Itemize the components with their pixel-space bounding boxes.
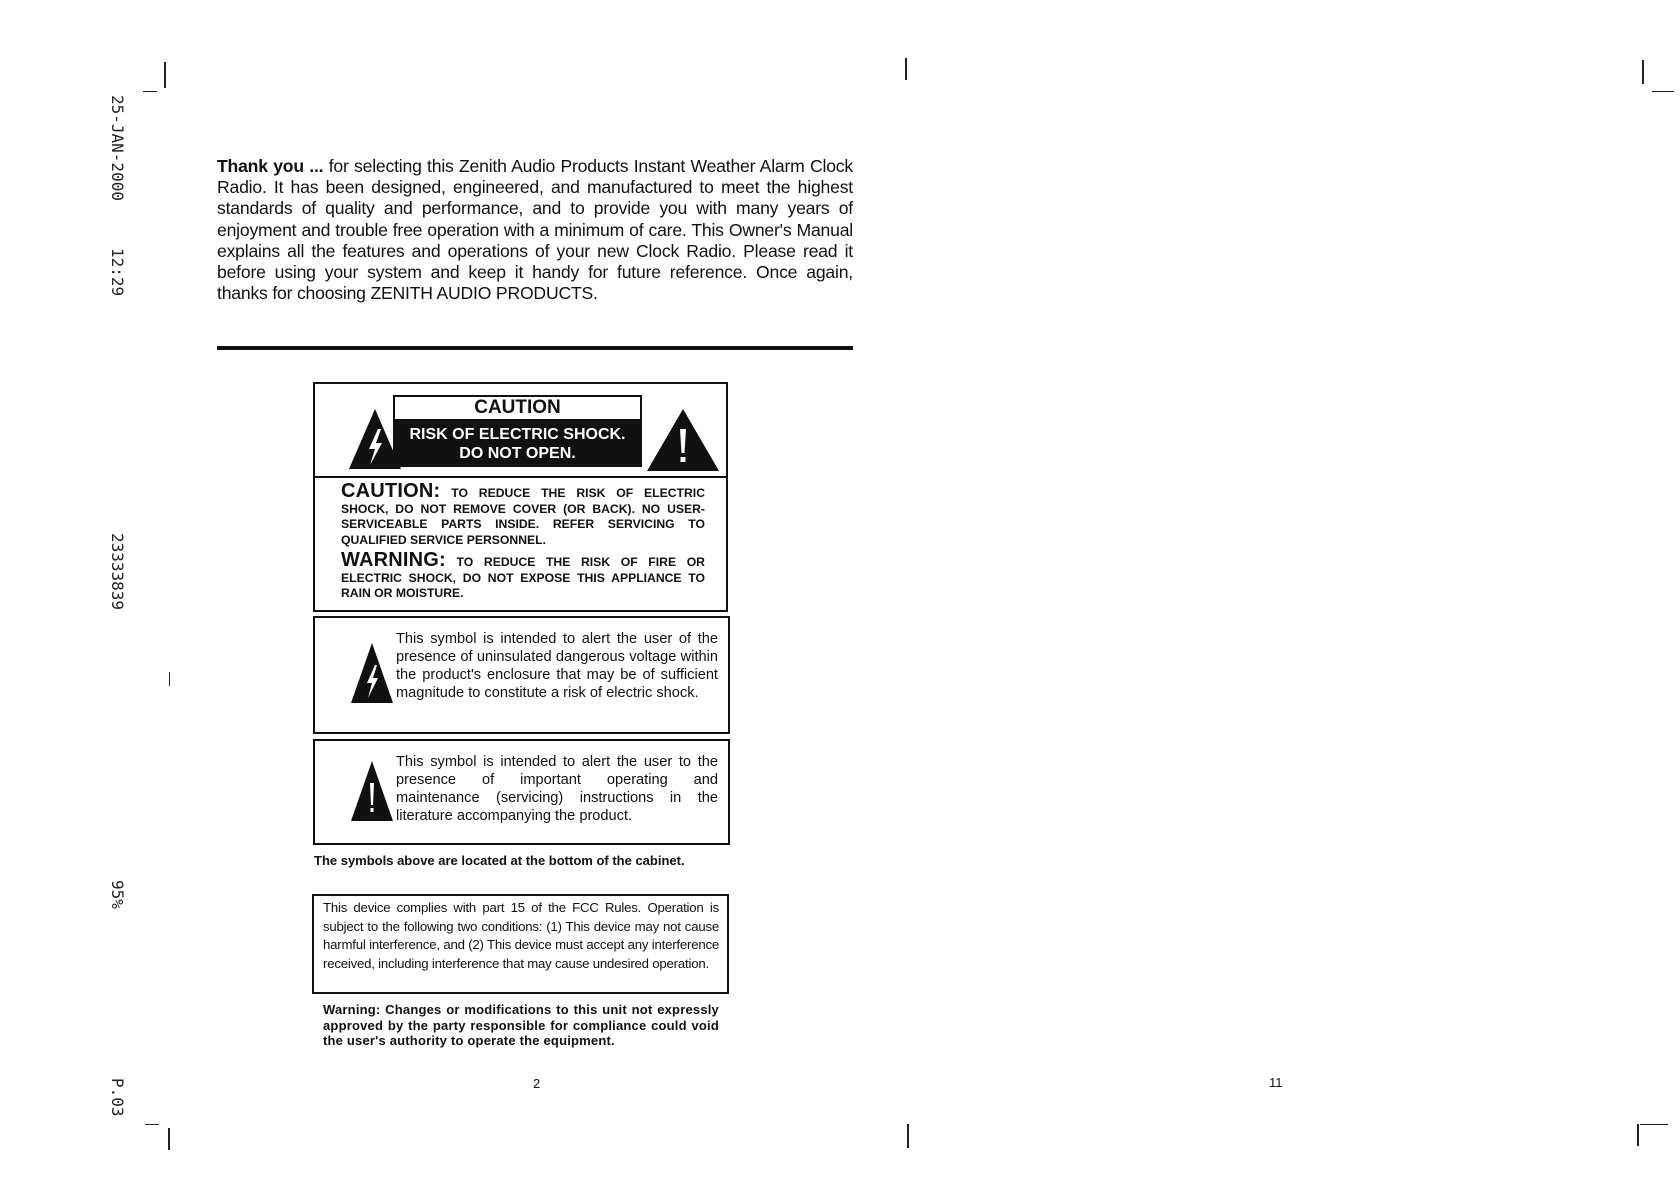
lightning-symbol-box <box>313 616 730 734</box>
crop-mark <box>164 62 166 88</box>
caution-body: TO REDUCE THE RISK OF ELECTRIC SHOCK, DO NOT REMOVE COVER (OR BACK). NO USER-SERVICEABLE PARTS INSIDE. REFER SERVICING TO QUALIFIED SERVICE PERSONNEL. <box>341 486 705 547</box>
fcc-text: This device complies with part 15 of the FCC Rules. Operation is subject to the following two conditions: (1) This device may not cause harmful interference, and (2) This device must accept any interference received, including interference that may cause undesired operation. <box>323 900 719 971</box>
exclamation-symbol-text: This symbol is intended to alert the user to the presence of important operating and maintenance (servicing) instructions in the literature accompanying the product. <box>396 754 718 824</box>
caution-box <box>313 382 728 612</box>
fax-number: 23333839 <box>108 533 127 611</box>
symbol-location-note: The symbols above are located at the bottom of the cabinet. <box>314 853 685 868</box>
fax-quality: 95% <box>108 880 127 909</box>
crop-mark <box>1642 60 1644 84</box>
page-number-right: 11 <box>1269 1075 1283 1090</box>
caution-title: CAUTION <box>393 395 642 421</box>
crop-mark <box>1640 1124 1668 1125</box>
intro-paragraph <box>217 156 853 304</box>
crop-mark <box>143 91 157 92</box>
exclamation-warning-icon <box>351 761 393 821</box>
caution-header <box>315 384 726 478</box>
fax-page: P.03 <box>108 1078 127 1117</box>
fcc-warning: Warning: Changes or modifications to this unit not expressly approved by the party responsible for compliance could void the user's authority to operate the equipment. <box>323 1002 719 1048</box>
warning-body: TO REDUCE THE RISK OF FIRE OR ELECTRIC SHOCK, DO NOT EXPOSE THIS APPLIANCE TO RAIN OR MOISTURE. <box>341 555 705 600</box>
lightning-symbol-text: This symbol is intended to alert the user of the presence of uninsulated dangerous voltage within the product's enclosure that may be of sufficient magnitude to constitute a risk of electric shock. <box>396 631 718 701</box>
crop-mark <box>1637 1124 1639 1146</box>
fcc-box <box>312 894 729 994</box>
crop-mark <box>907 1124 909 1148</box>
intro-body: for selecting this Zenith Audio Products Instant Weather Alarm Clock Radio. It has been designed, engineered, and manufactured to meet the highest standards of quality and performance, and to provide you with many years of enjoyment and trouble free operation with a minimum of care. This Owner's Manual explains all the features and operations of your new Clock Radio. Please read it before using your system and keep it handy for future reference. Once again, thanks for choosing ZENITH AUDIO PRODUCTS. <box>217 156 853 304</box>
caution-heading: CAUTION: <box>341 480 441 502</box>
crop-mark <box>169 672 170 686</box>
warning-heading: WARNING: <box>341 549 446 571</box>
fax-date: 25-JAN-2000 <box>108 95 127 201</box>
crop-mark <box>168 1128 170 1150</box>
exclamation-warning-icon <box>647 409 719 471</box>
page-number-left: 2 <box>533 1076 541 1091</box>
caution-shock-line1: RISK OF ELECTRIC SHOCK. <box>409 426 626 443</box>
crop-mark <box>145 1124 159 1125</box>
caution-notice <box>341 480 705 602</box>
caution-shock-label <box>393 421 642 467</box>
section-divider <box>217 346 853 350</box>
crop-mark <box>1652 91 1674 92</box>
fax-time: 12:29 <box>108 248 127 297</box>
lightning-warning-icon <box>351 643 393 703</box>
intro-lead: Thank you ... <box>217 156 324 176</box>
fax-header <box>105 90 145 1140</box>
exclamation-symbol-box <box>313 739 730 845</box>
crop-mark <box>905 58 907 80</box>
caution-shock-line2: DO NOT OPEN. <box>459 445 576 462</box>
